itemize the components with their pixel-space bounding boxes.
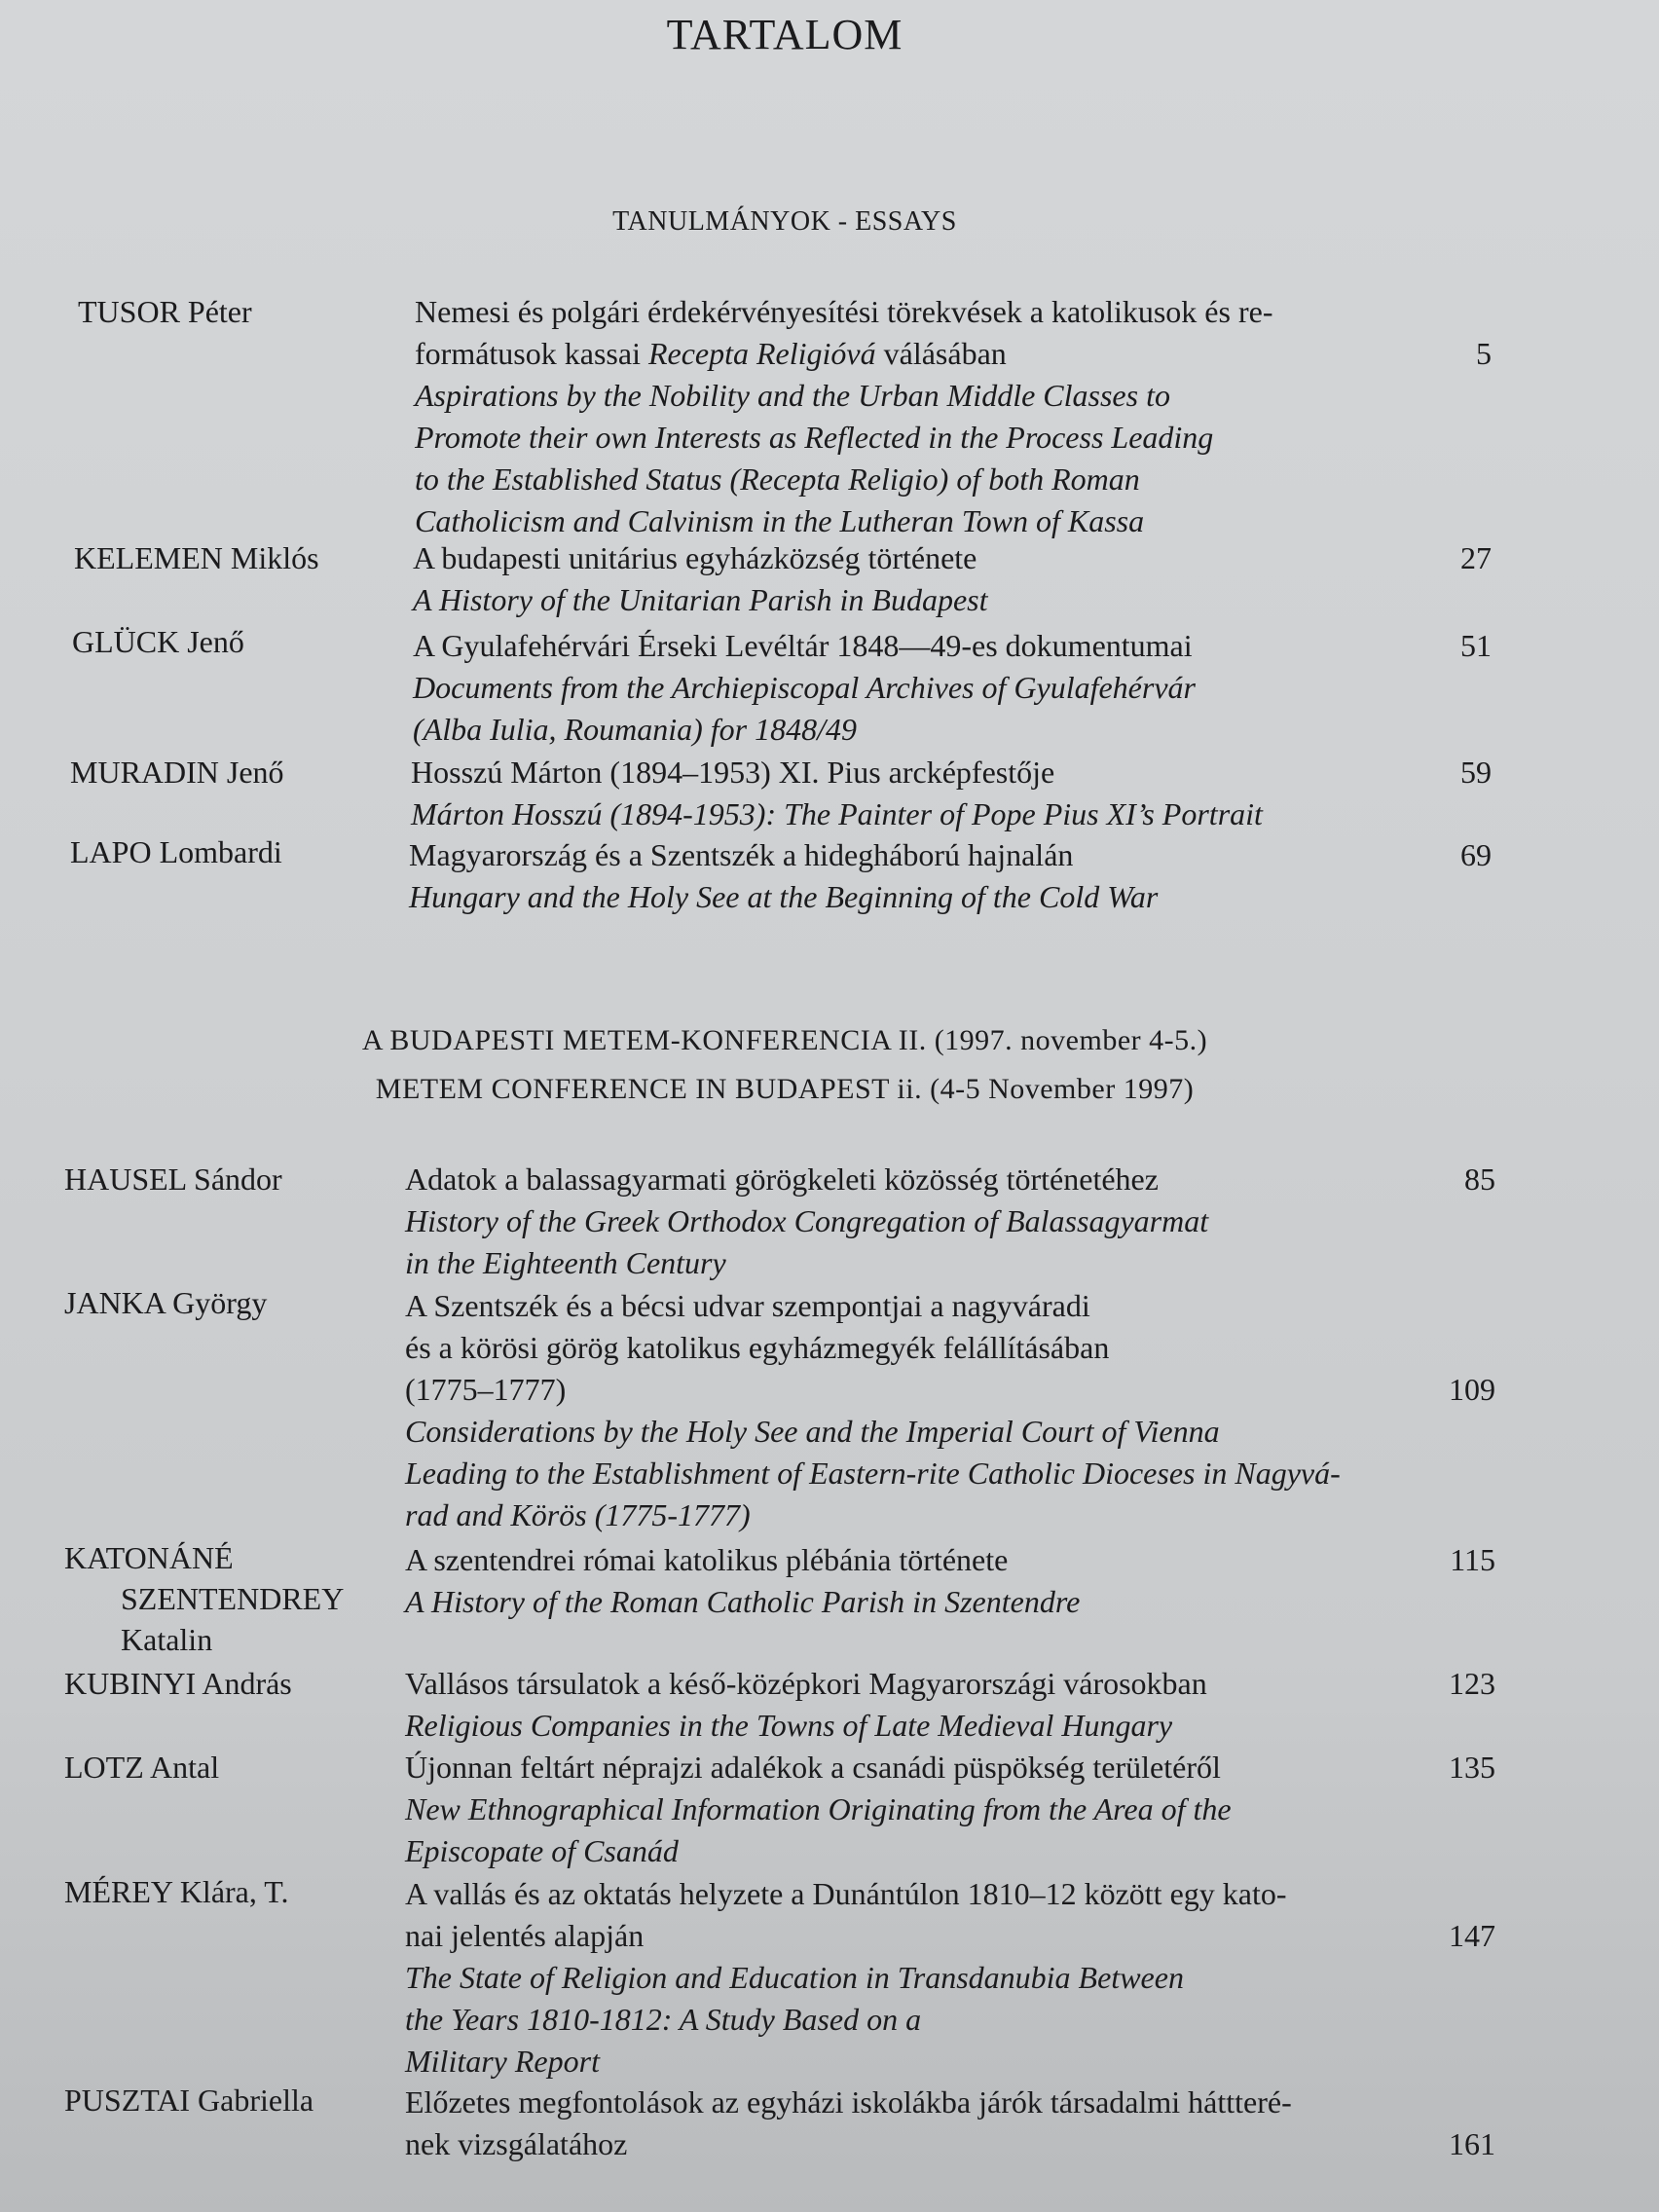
hungarian-title-line: A Szentszék és a bécsi udvar szempontjai a nagyváradi <box>405 1288 1090 1323</box>
english-title-line: Considerations by the Holy See and the Imperial Court of Vienna <box>405 1414 1220 1449</box>
title-italic-text: Recepta Religióvá <box>647 336 876 371</box>
author-name: KATONÁNÉ <box>64 1540 234 1575</box>
hungarian-title-line: Vallásos társulatok a késő-középkori Magyarországi városokban <box>405 1666 1207 1701</box>
page-number: 147 <box>1449 1918 1495 1953</box>
title-text: válásában <box>875 336 1007 371</box>
english-title-line: Military Report <box>405 2044 600 2079</box>
author-name: SZENTENDREY <box>121 1581 345 1616</box>
author-name: GLÜCK Jenő <box>72 624 244 659</box>
entry-author <box>72 621 244 663</box>
section-heading-conference-en: METEM CONFERENCE IN BUDAPEST ii. (4-5 November 1997) <box>375 1073 1195 1105</box>
author-name: HAUSEL Sándor <box>64 1161 282 1197</box>
page-title: TARTALOM <box>666 11 903 58</box>
entry-titles <box>413 625 1196 751</box>
entry-author <box>70 752 284 793</box>
hungarian-title-line: és a körösi görög katolikus egyházmegyék felállításában <box>405 1330 1110 1365</box>
entry-titles <box>405 1873 1287 2083</box>
page-number: 135 <box>1449 1750 1495 1785</box>
title-text: formátusok kassai <box>415 336 648 371</box>
entry-titles <box>409 834 1158 918</box>
entry-author <box>70 831 282 873</box>
author-name: MURADIN Jenő <box>70 755 284 790</box>
hungarian-title-line: A szentendrei római katolikus plébánia története <box>405 1542 1009 1577</box>
page-number: 109 <box>1449 1372 1495 1407</box>
entry-author <box>78 291 252 333</box>
hungarian-title-line: nai jelentés alapján <box>405 1918 645 1953</box>
entry-titles <box>415 291 1272 542</box>
author-name: PUSZTAI Gabriella <box>64 2083 314 2118</box>
page-number: 161 <box>1449 2126 1495 2161</box>
entry-author <box>64 2080 313 2121</box>
hungarian-title-line: Újonnan feltárt néprajzi adalékok a csanádi püspökség területéről <box>405 1750 1221 1785</box>
author-name: JANKA György <box>64 1285 268 1320</box>
page-number: 5 <box>1476 336 1492 371</box>
entry-author <box>64 1537 344 1660</box>
hungarian-title-line: (1775–1777) <box>405 1372 567 1407</box>
section-heading-essays: TANULMÁNYOK - ESSAYS <box>612 206 957 237</box>
entry-titles <box>405 1663 1207 1747</box>
section-heading-conference-hu: A BUDAPESTI METEM-KONFERENCIA II. (1997. november 4-5.) <box>361 1024 1208 1056</box>
hungarian-title-line: A Gyulafehérvári Érseki Levéltár 1848—49-es dokumentumai <box>413 628 1193 663</box>
english-title-line: Márton Hosszú (1894-1953): The Painter of Pope Pius XI’s Portrait <box>411 796 1263 831</box>
english-title-line: Catholicism and Calvinism in the Lutheran Town of Kassa <box>415 503 1145 538</box>
english-title-line: A History of the Roman Catholic Parish in Szentendre <box>405 1584 1081 1619</box>
english-title-line: The State of Religion and Education in Transdanubia Between <box>405 1960 1184 1995</box>
hungarian-title-line: Hosszú Márton (1894–1953) XI. Pius arcképfestője <box>411 755 1055 790</box>
hungarian-title-line: nek vizsgálatához <box>405 2126 628 2161</box>
english-title-line: Religious Companies in the Towns of Late Medieval Hungary <box>405 1708 1173 1743</box>
page-number: 85 <box>1464 1161 1495 1197</box>
entry-titles <box>405 2082 1292 2165</box>
hungarian-title-line: A vallás és az oktatás helyzete a Dunántúlon 1810–12 között egy kato- <box>405 1876 1287 1911</box>
english-title-line: Hungary and the Holy See at the Beginning of the Cold War <box>409 879 1159 914</box>
page-number: 69 <box>1460 837 1492 872</box>
english-title-line: the Years 1810-1812: A Study Based on a <box>405 2002 922 2037</box>
entry-titles <box>405 1539 1080 1623</box>
english-title-line: Documents from the Archiepiscopal Archives of Gyulafehérvár <box>413 670 1196 705</box>
english-title-line: New Ethnographical Information Originating from the Area of the <box>405 1791 1232 1826</box>
page-number: 51 <box>1460 628 1492 663</box>
english-title-line: A History of the Unitarian Parish in Budapest <box>413 582 988 617</box>
hungarian-title-line <box>415 333 1272 375</box>
entry-titles <box>411 752 1263 835</box>
author-name: KELEMEN Miklós <box>74 540 319 575</box>
page-number: 27 <box>1460 540 1492 575</box>
author-name: MÉREY Klára, T. <box>64 1874 289 1909</box>
entry-author <box>64 1663 292 1705</box>
entry-author <box>64 1871 288 1913</box>
english-title-line: Episcopate of Csanád <box>405 1833 679 1868</box>
entry-titles <box>413 537 988 621</box>
entry-titles <box>405 1159 1208 1284</box>
entry-titles <box>405 1285 1341 1536</box>
hungarian-title-line: Előzetes megfontolások az egyházi iskolákba járók társadalmi háttteré- <box>405 2084 1292 2120</box>
entry-author <box>64 1282 267 1324</box>
hungarian-title-line: Nemesi és polgári érdekérvényesítési törekvések a katolikusok és re- <box>415 294 1273 329</box>
english-title-line: to the Established Status (Recepta Religio) of both Roman <box>415 461 1140 497</box>
author-name: KUBINYI András <box>64 1666 292 1701</box>
page-number: 115 <box>1450 1542 1495 1577</box>
english-title-line: History of the Greek Orthodox Congregation of Balassagyarmat <box>405 1203 1209 1238</box>
entry-author <box>64 1159 282 1200</box>
english-title-line: Aspirations by the Nobility and the Urban Middle Classes to <box>415 378 1170 413</box>
entry-author <box>64 1747 219 1788</box>
english-title-line: rad and Körös (1775-1777) <box>405 1497 751 1532</box>
entry-titles <box>405 1747 1232 1872</box>
author-name: LAPO Lombardi <box>70 834 282 869</box>
author-name: Katalin <box>121 1622 213 1657</box>
author-name: TUSOR Péter <box>78 294 252 329</box>
hungarian-title-line: Adatok a balassagyarmati görögkeleti közösség történetéhez <box>405 1161 1159 1197</box>
english-title-line: Leading to the Establishment of Eastern-rite Catholic Dioceses in Nagyvá- <box>405 1456 1341 1491</box>
entry-author <box>74 537 319 579</box>
page-number: 59 <box>1460 755 1492 790</box>
hungarian-title-line: A budapesti unitárius egyházközség története <box>413 540 977 575</box>
english-title-line: Promote their own Interests as Reflected in the Process Leading <box>415 420 1214 455</box>
english-title-line: in the Eighteenth Century <box>405 1245 726 1280</box>
hungarian-title-line: Magyarország és a Szentszék a hidegháború hajnalán <box>409 837 1074 872</box>
author-name: LOTZ Antal <box>64 1750 220 1785</box>
page-number: 123 <box>1449 1666 1495 1701</box>
english-title-line: (Alba Iulia, Roumania) for 1848/49 <box>413 712 857 747</box>
